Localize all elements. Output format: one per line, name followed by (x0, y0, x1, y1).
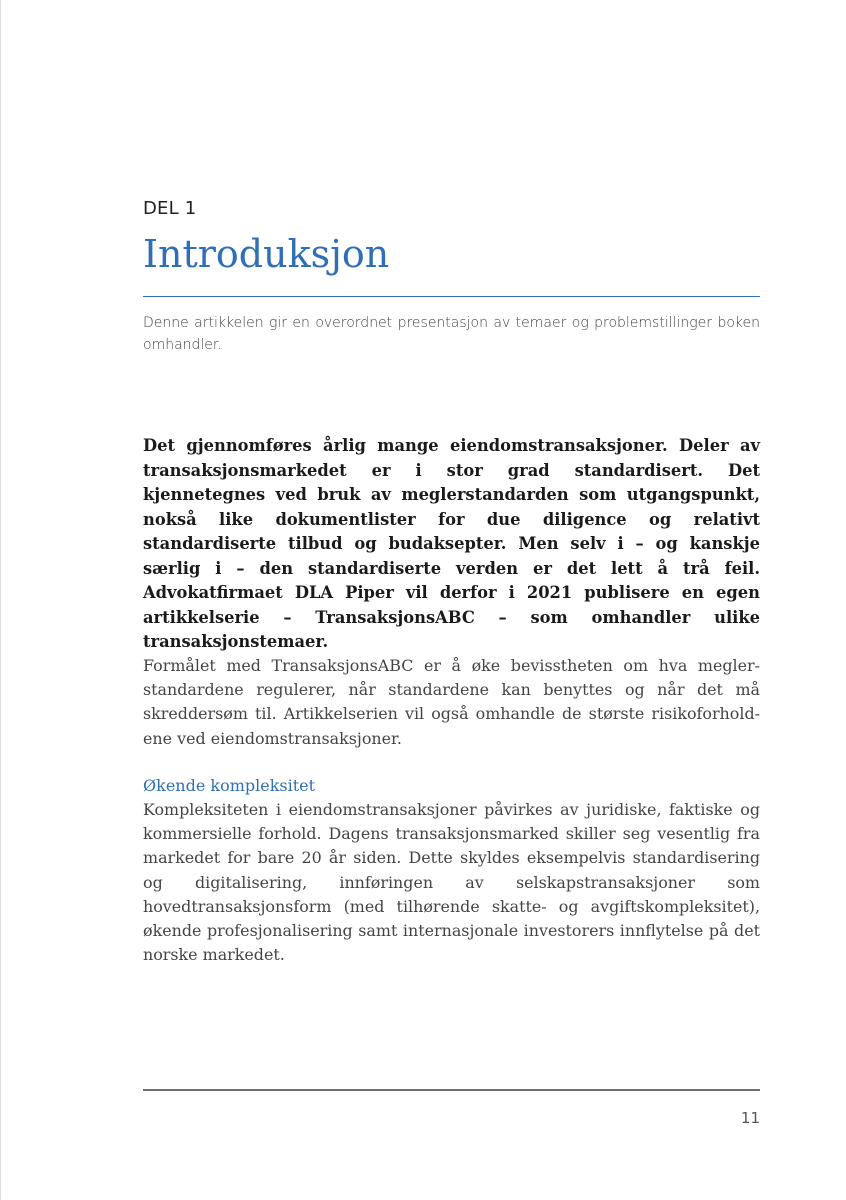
body-paragraph-2: Kompleksiteten i eiendomstransaksjoner påvirkes av juridiske, faktiske og kommersielle forhold. Dagens transaksjonsmarked skiller seg vesentlig fra markedet for bare 20 år siden. Dette skyldes eksempelvis standardisering og digitalisering, innføringen av selskapstransaksjoner som hovedtransaksjonsform (med tilhørende skatte- og avgiftskompleksitet), økende profesjonalisering samt internasjonale investorers innflytelse på det norske markedet. (143, 800, 760, 965)
chapter-intro: Denne artikkelen gir en overordnet presentasjon av temaer og problemstillinger boken omhandler. (143, 315, 760, 353)
chapter-title: Introduksjon (143, 232, 390, 276)
page-number: 11 (740, 1109, 760, 1127)
footer-divider (143, 1089, 760, 1091)
title-divider (143, 296, 760, 297)
page-edge (0, 0, 1, 1200)
section-heading: Økende kompleksitet (143, 776, 316, 795)
part-label: DEL 1 (143, 198, 197, 219)
body-paragraph-1: Formålet med TransaksjonsABC er å øke bevisstheten om hva meglerstandardene regulerer, når standardene kan benyttes og når det må skreddersøm til. Artikkelserien vil også omhandle de største risikoforholdene ved eiendomstransaksjoner. (143, 656, 760, 748)
lead-paragraph: Det gjennomføres årlig mange eiendomstransaksjoner. Deler av transaksjonsmarkedet er i stor grad standardisert. Det kjennetegnes ved bruk av meglerstandarden som utgangspunkt, nokså like dokumentlister for due diligence og relativt standardiserte tilbud og budaksepter. Men selv i – og kanskje særlig i – den standardiserte verden er det lett å trå feil. Advokatfirmaet DLA Piper vil derfor i 2021 publisere en egen artikkelserie – TransaksjonsABC – som omhandler ulike transaksjonstemaer. (143, 436, 760, 651)
